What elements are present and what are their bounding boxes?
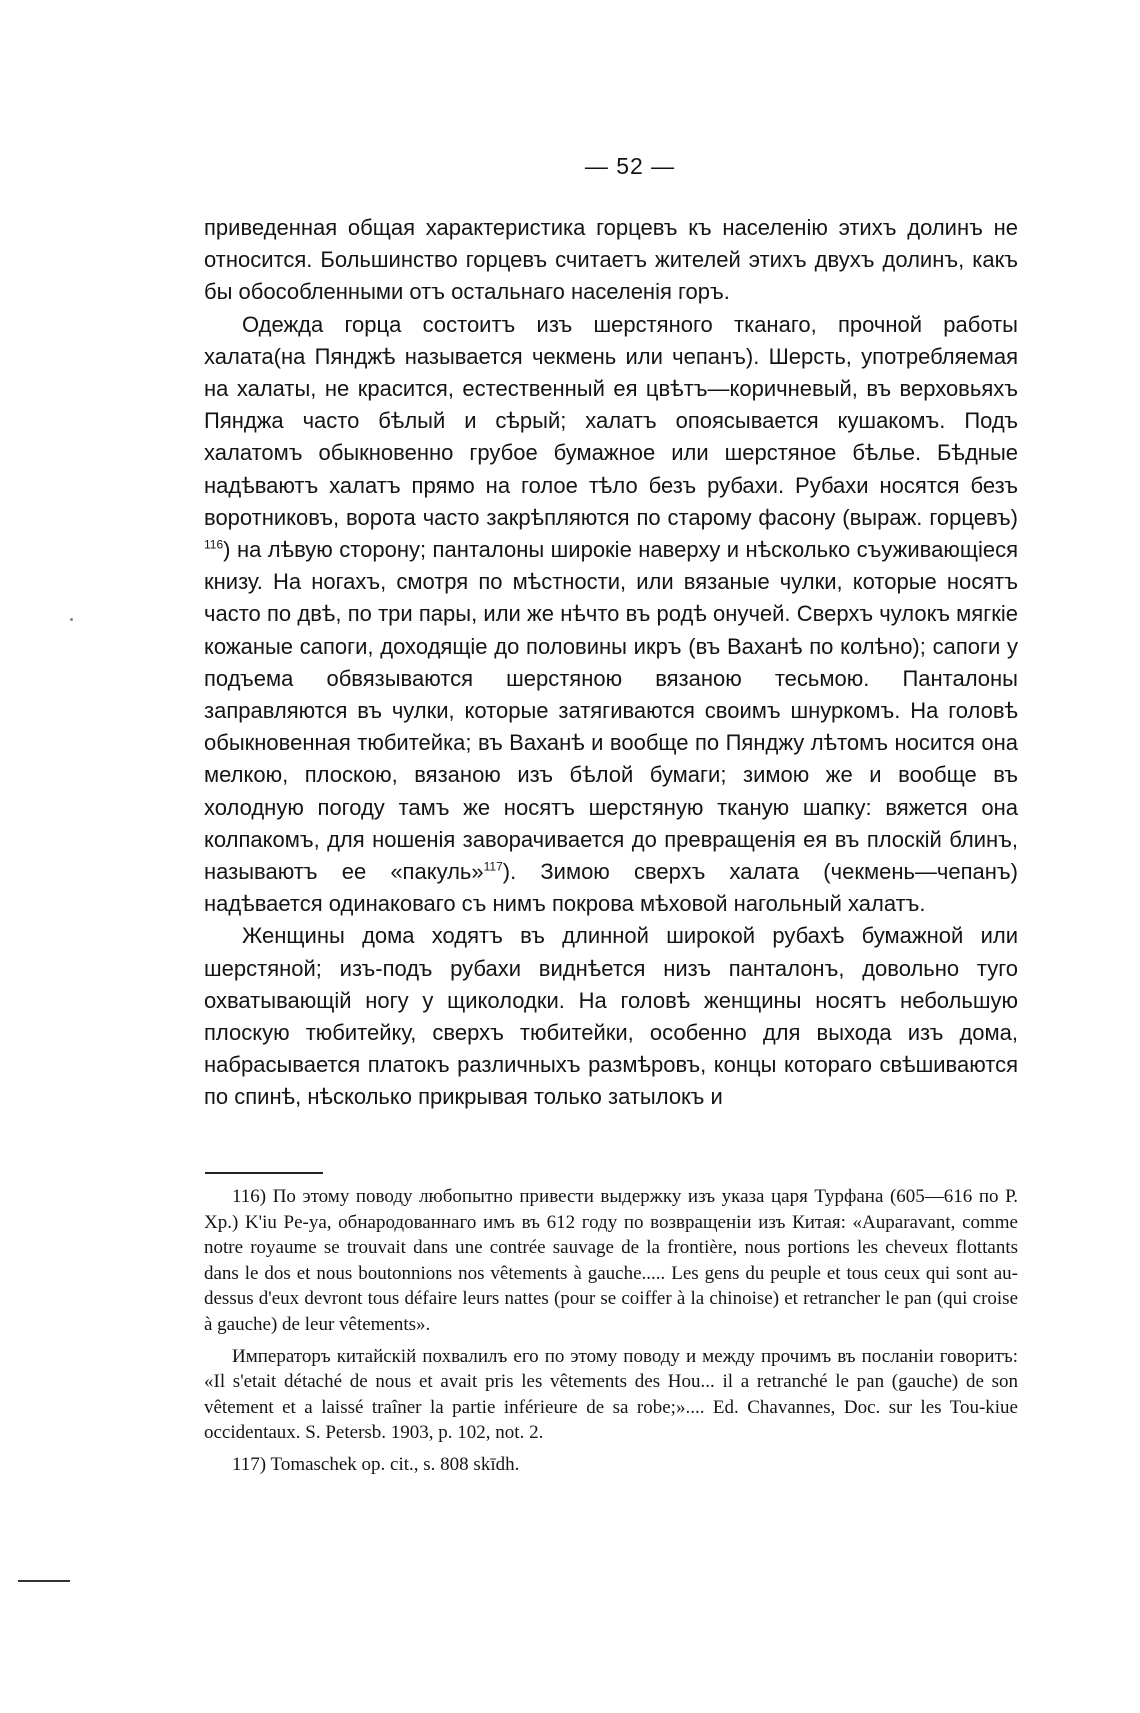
paragraph-2-part-3: . Зимою сверхъ халата (чекмень—чепанъ) надѣвается одинаковаго съ нимъ покрова мѣховой нагольный халатъ. (204, 859, 1019, 917)
paragraph-1: приведенная общая характеристика горцевъ къ населенію этихъ долинъ не относится. Большинство горцевъ считаетъ жителей этихъ двухъ долинъ, какъ бы обособленными отъ остальнаго населенія горъ. (204, 215, 1018, 305)
paragraph-2-part-1: Одежда горца состоитъ изъ шерстяного тканаго, прочной работы халата(на Пянджѣ называется чекмень или чепанъ). Шерсть, употребляемая на халаты, не красится, естественный ея цвѣтъ—коричневый, въ верховьяхъ Пянджа часто бѣлый и сѣрый; халатъ опоясывается кушакомъ. Подъ халатомъ обыкновенно грубое бумажное или шерстяное бѣлье. Бѣдные надѣваютъ халатъ прямо на голое тѣло безъ рубахи. Рубахи носятся безъ воротниковъ, ворота часто закрѣпляются по старому фасону (выраж. горцевъ) (204, 311, 1018, 530)
main-text (204, 212, 1018, 1114)
footnote-ref-116[interactable]: 116 (204, 537, 224, 552)
paragraph-2: Одежда горца состоитъ изъ шерстяного тканаго, прочной работы халата(на Пянджѣ называется чекмень или чепанъ). Шерсть, употребляемая на халаты, не красится, естественный ея цвѣтъ—коричневый, въ верховьяхъ Пянджа часто бѣлый и сѣрый; халатъ опоясывается кушакомъ. Подъ халатомъ обыкновенно грубое бумажное или шерстяное бѣлье. Бѣдные надѣваютъ халатъ прямо на голое тѣло безъ рубахи. Рубахи носятся безъ воротниковъ, ворота часто закрѣпляются по старому фасону (выраж. горцевъ) $^{116}$) на лѣвую сторону; панталоны широкіе наверху и нѣсколько съуживающіеся книзу. На ногахъ, смотря по мѣстности, или вязаные чулки, которые носятъ часто по двѣ, по три пары, или же нѣчто въ родѣ онучей. Сверхъ чулокъ мягкіе кожаные сапоги, доходящіе до половины икръ (въ Ваханѣ по колѣно); сапоги у подъема обвязываются шерстяною вязаною тесьмою. Панталоны заправляются въ чулки, которые затягиваются своимъ шнуркомъ. На головѣ обыкновенная тюбитейка; въ Ваханѣ и вообще по Пянджу лѣтомъ носится она мелкою, плоскою, вязаною изъ бѣлой бумаги; зимою же и вообще въ холодную погоду тамъ же носятъ шерстяную тканую шапку: вяжется она колпакомъ, для ношенія заворачивается до превращенія ея въ плоскій блинъ, называютъ ее «пакуль»$^{117}$). Зимою сверхъ халата (чекмень—чепанъ) надѣвается одинаковаго съ нимъ покрова мѣховой нагольный халатъ. (204, 311, 1019, 917)
footnote-116-text: По этому поводу любопытно привести выдержку изъ указа царя Турфана (605—616 по Р. Хр.) K'iu Pe-ya, обнародованнаго имъ въ 612 году по возвращеніи изъ Китая: «Auparavant, comme notre royaume se trouvait dans une contrée sauvage de la frontière, nous portions les cheveux flottants dans le dos et nous boutonnions nos vêtements à gauche..... Les gens du peuple et tous ceux qui sont au-dessus d'eux devront tous défaire leurs nattes (pour se coiffer à la chinoise) et retrancher le pan (qui croise à gauche) de leur vêtements». (204, 1186, 1019, 1335)
footnote-divider (205, 1172, 323, 1174)
footnote-ref-117[interactable]: 117 (483, 859, 503, 874)
page-number: — 52 — (584, 153, 676, 179)
footnote-116-continuation: Императоръ китайскій похвалилъ его по этому поводу и между прочимъ въ посланіи говоритъ: «Il s'etait détaché de nous et avait pris les vêtements des Hou... il a retranché le pan (gauche) de son vêtement et a laissé traîner la partie inférieure de sa robe;».... Ed. Chavannes, Doc. sur les Tou-kiue occidentaux. S. Petersb. 1903, p. 102, not. 2. (204, 1345, 1018, 1444)
paragraph-3: Женщины дома ходятъ въ длинной широкой рубахѣ бумажной или шерстяной; изъ-подъ рубахи виднѣется низъ панталонъ, довольно туго охватывающій ногу у щиколодки. На головѣ женщины носятъ небольшую плоскую тюбитейку, сверхъ тюбитейки, особенно для выхода изъ дома, набрасывается платокъ различныхъ размѣровъ, концы котораго свѣшиваются по спинѣ, нѣсколько прикрывая только затылокъ и (204, 923, 1018, 1110)
footnotes (204, 1184, 1018, 1484)
footnote-116 (204, 1184, 1018, 1338)
footnote-117-mark: 117) (232, 1453, 267, 1475)
paragraph-2-part-2: на лѣвую сторону; панталоны широкіе наверху и нѣсколько съуживающіеся книзу. На ногахъ, смотря по мѣстности, или вязаные чулки, которые носятъ часто по двѣ, по три пары, или же нѣчто въ родѣ онучей. Сверхъ чулокъ мягкіе кожаные сапоги, доходящіе до половины икръ (въ Ваханѣ по колѣно); сапоги у подъема обвязываются шерстяною вязаною тесьмою. Панталоны заправляются въ чулки, которые затягиваются своимъ шнуркомъ. На головѣ обыкновенная тюбитейка; въ Ваханѣ и вообще по Пянджу лѣтомъ носится она мелкою, плоскою, вязаною изъ бѣлой бумаги; зимою же и вообще въ холодную погоду тамъ же носятъ шерстяную тканую шапку: вяжется она колпакомъ, для ношенія заворачивается до превращенія ея въ плоскій блинъ, называютъ ее «пакуль» (204, 537, 1018, 885)
footnote-117 (204, 1452, 1018, 1478)
footnote-116-mark: 116) (232, 1186, 267, 1207)
footnote-117-text: Tomaschek op. cit., s. 808 skīdh. (270, 1453, 520, 1475)
scan-speck (70, 618, 73, 621)
scan-edge-mark (18, 1580, 70, 1582)
